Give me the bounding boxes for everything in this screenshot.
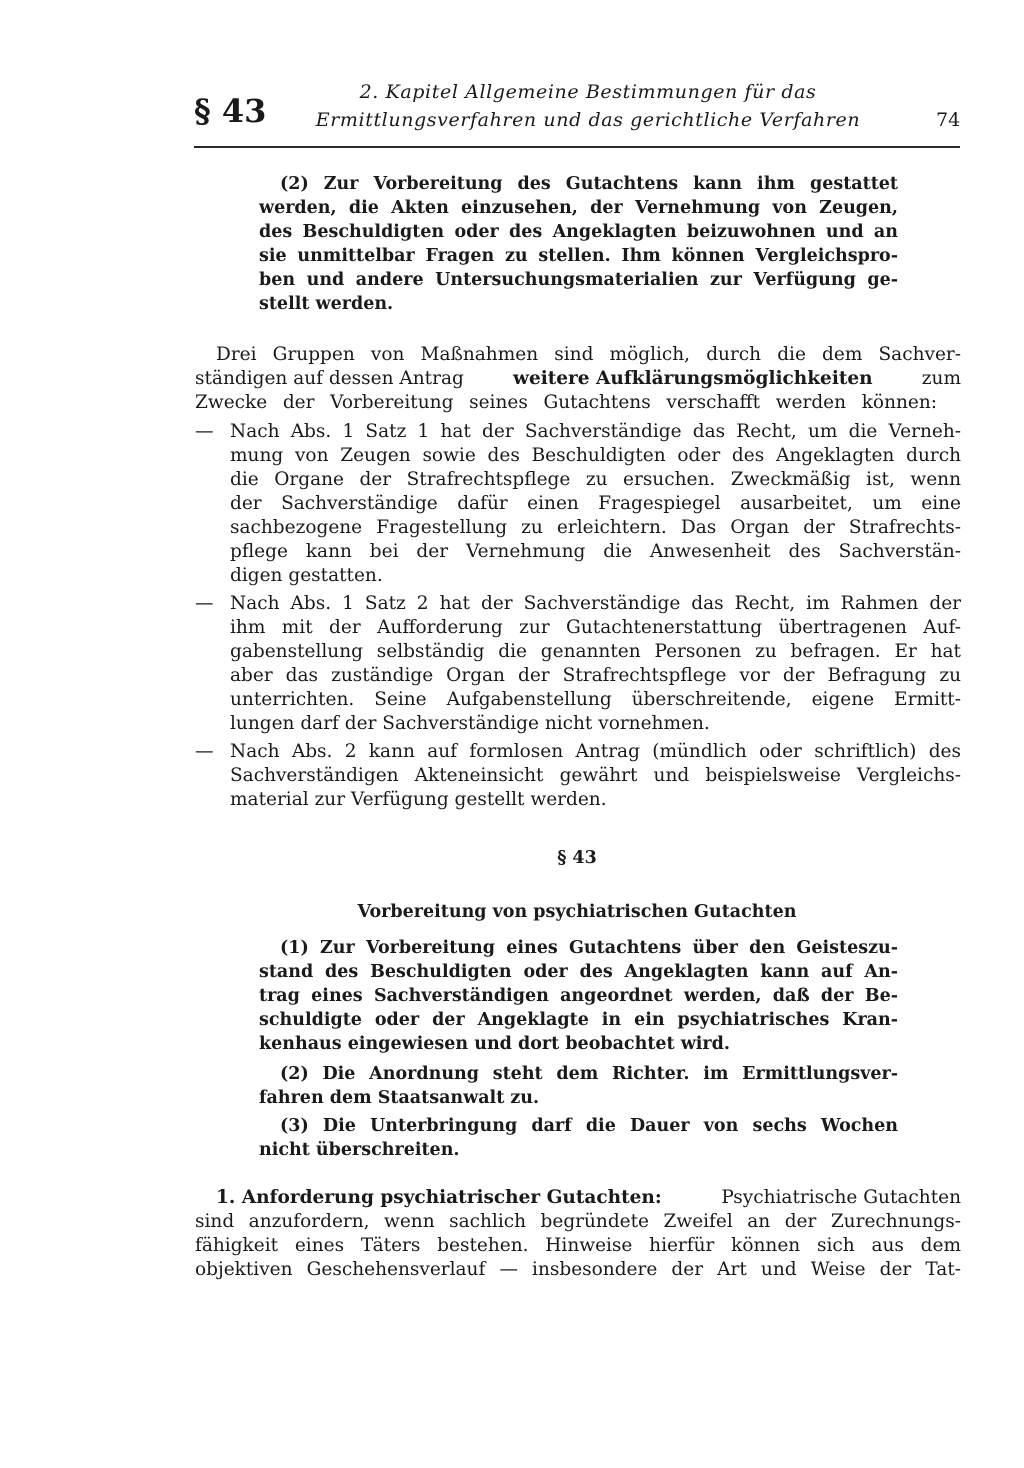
- statute-42-2-line-6: stellt werden.: [259, 294, 394, 314]
- header-chapter-line-1: 2. Kapitel Allgemeine Bestimmungen für das: [359, 81, 817, 103]
- statute-42-2-line-4: sie unmittelbar Fragen zu stellen. Ihm können Vergleichspro-: [259, 246, 898, 266]
- bullet-1-line-4: der Sachverständige dafür einen Fragespiegel ausarbeitet, um eine: [230, 493, 961, 514]
- statute-42-2-line-5: ben und andere Untersuchungsmaterialien zur Verfügung ge-: [259, 270, 898, 290]
- statute-43-1-line-5: kenhaus eingewiesen und dort beobachtet wird.: [259, 1034, 730, 1054]
- commentary-intro-line-2-a: ständigen auf dessen Antrag: [195, 368, 464, 389]
- commentary-intro-line-2-b: zum: [921, 368, 961, 389]
- header-chapter-line-2: Ermittlungsverfahren und das gerichtliche Verfahren: [315, 109, 861, 131]
- bullet-2-line-3: gabenstellung selbständig die genannten Personen zu befragen. Er hat: [230, 641, 961, 662]
- commentary-intro-line-1: Drei Gruppen von Maßnahmen sind möglich, durch die dem Sachver-: [216, 344, 961, 365]
- note-1-line-3: fähigkeit eines Täters bestehen. Hinweise hierfür können sich aus dem: [195, 1235, 961, 1256]
- section-43-title: Vorbereitung von psychiatrischen Gutachten: [357, 902, 797, 922]
- bullet-1-line-6: pflege kann bei der Vernehmung die Anwesenheit des Sachverstän-: [230, 541, 961, 562]
- header-section-number: § 43: [194, 92, 267, 130]
- bullet-2-line-1: Nach Abs. 1 Satz 2 hat der Sachverständige das Recht, im Rahmen der: [230, 593, 961, 614]
- bullet-2-line-4: aber das zuständige Organ der Strafrechtspflege vor der Befragung zu: [230, 665, 961, 686]
- statute-42-2-line-2: werden, die Akten einzusehen, der Vernehmung von Zeugen,: [259, 198, 898, 218]
- bullet-2-line-5: unterrichten. Seine Aufgabenstellung überschreitende, eigene Ermitt-: [230, 689, 961, 710]
- note-1-line-1: [216, 1186, 961, 1210]
- bullet-1-line-7: digen gestatten.: [230, 565, 383, 586]
- statute-43-1-line-1: (1) Zur Vorbereitung eines Gutachtens über den Geisteszu-: [280, 938, 898, 958]
- bullet-3-line-3: material zur Verfügung gestellt werden.: [230, 789, 607, 810]
- statute-43-1-line-2: stand des Beschuldigten oder des Angeklagten kann auf An-: [259, 962, 898, 982]
- bullet-2-dash: —: [195, 593, 214, 614]
- statute-43-1-line-4: schuldigte oder der Angeklagte in ein psychiatrisches Kran-: [259, 1010, 898, 1030]
- commentary-intro-line-3: Zwecke der Vorbereitung seines Gutachtens verschafft werden können:: [195, 392, 937, 413]
- bullet-2-line-6: lungen darf der Sachverständige nicht vornehmen.: [230, 713, 710, 734]
- commentary-intro-line-2: [195, 367, 961, 391]
- bullet-1-line-2: mung von Zeugen sowie des Beschuldigten oder des Angeklagten durch: [230, 445, 961, 466]
- bullet-1-line-5: sachbezogene Fragestellung zu erleichtern. Das Organ der Strafrechts-: [230, 517, 961, 538]
- commentary-intro-keyword: weitere Aufklärungsmöglichkeiten: [513, 368, 873, 389]
- bullet-1-line-1: Nach Abs. 1 Satz 1 hat der Sachverständige das Recht, um die Verneh-: [230, 421, 961, 442]
- bullet-3-dash: —: [195, 741, 214, 762]
- statute-43-1-line-3: trag eines Sachverständigen angeordnet werden, daß der Be-: [259, 986, 898, 1006]
- bullet-3-line-1: Nach Abs. 2 kann auf formlosen Antrag (mündlich oder schriftlich) des: [230, 741, 961, 762]
- note-1-heading: 1. Anforderung psychiatrischer Gutachten:: [216, 1187, 662, 1208]
- note-1-line-2: sind anzufordern, wenn sachlich begründete Zweifel an der Zurechnungs-: [195, 1211, 961, 1232]
- note-1-line-1-rest: Psychiatrische Gutachten: [721, 1187, 961, 1208]
- note-1-line-4: objektiven Geschehensverlauf — insbesondere der Art und Weise der Tat-: [195, 1259, 961, 1280]
- statute-42-2-line-1: (2) Zur Vorbereitung des Gutachtens kann ihm gestattet: [280, 174, 898, 194]
- bullet-1-dash: —: [195, 421, 214, 442]
- statute-43-2-line-1: (2) Die Anordnung steht dem Richter. im Ermittlungsver-: [280, 1064, 898, 1084]
- bullet-2-line-2: ihm mit der Aufforderung zur Gutachtenerstattung übertragenen Auf-: [230, 617, 961, 638]
- statute-43-3-line-1: (3) Die Unterbringung darf die Dauer von sechs Wochen: [280, 1116, 898, 1136]
- section-43-number: § 43: [557, 848, 597, 868]
- statute-43-3-line-2: nicht überschreiten.: [259, 1140, 460, 1160]
- header-rule: [194, 146, 960, 148]
- statute-42-2-line-3: des Beschuldigten oder des Angeklagten beizuwohnen und an: [259, 222, 898, 242]
- statute-43-2-line-2: fahren dem Staatsanwalt zu.: [259, 1088, 540, 1108]
- bullet-1-line-3: die Organe der Strafrechtspflege zu ersuchen. Zweckmäßig ist, wenn: [230, 469, 961, 490]
- bullet-3-line-2: Sachverständigen Akteneinsicht gewährt und beispielsweise Vergleichs-: [230, 765, 961, 786]
- page-number: 74: [936, 109, 961, 131]
